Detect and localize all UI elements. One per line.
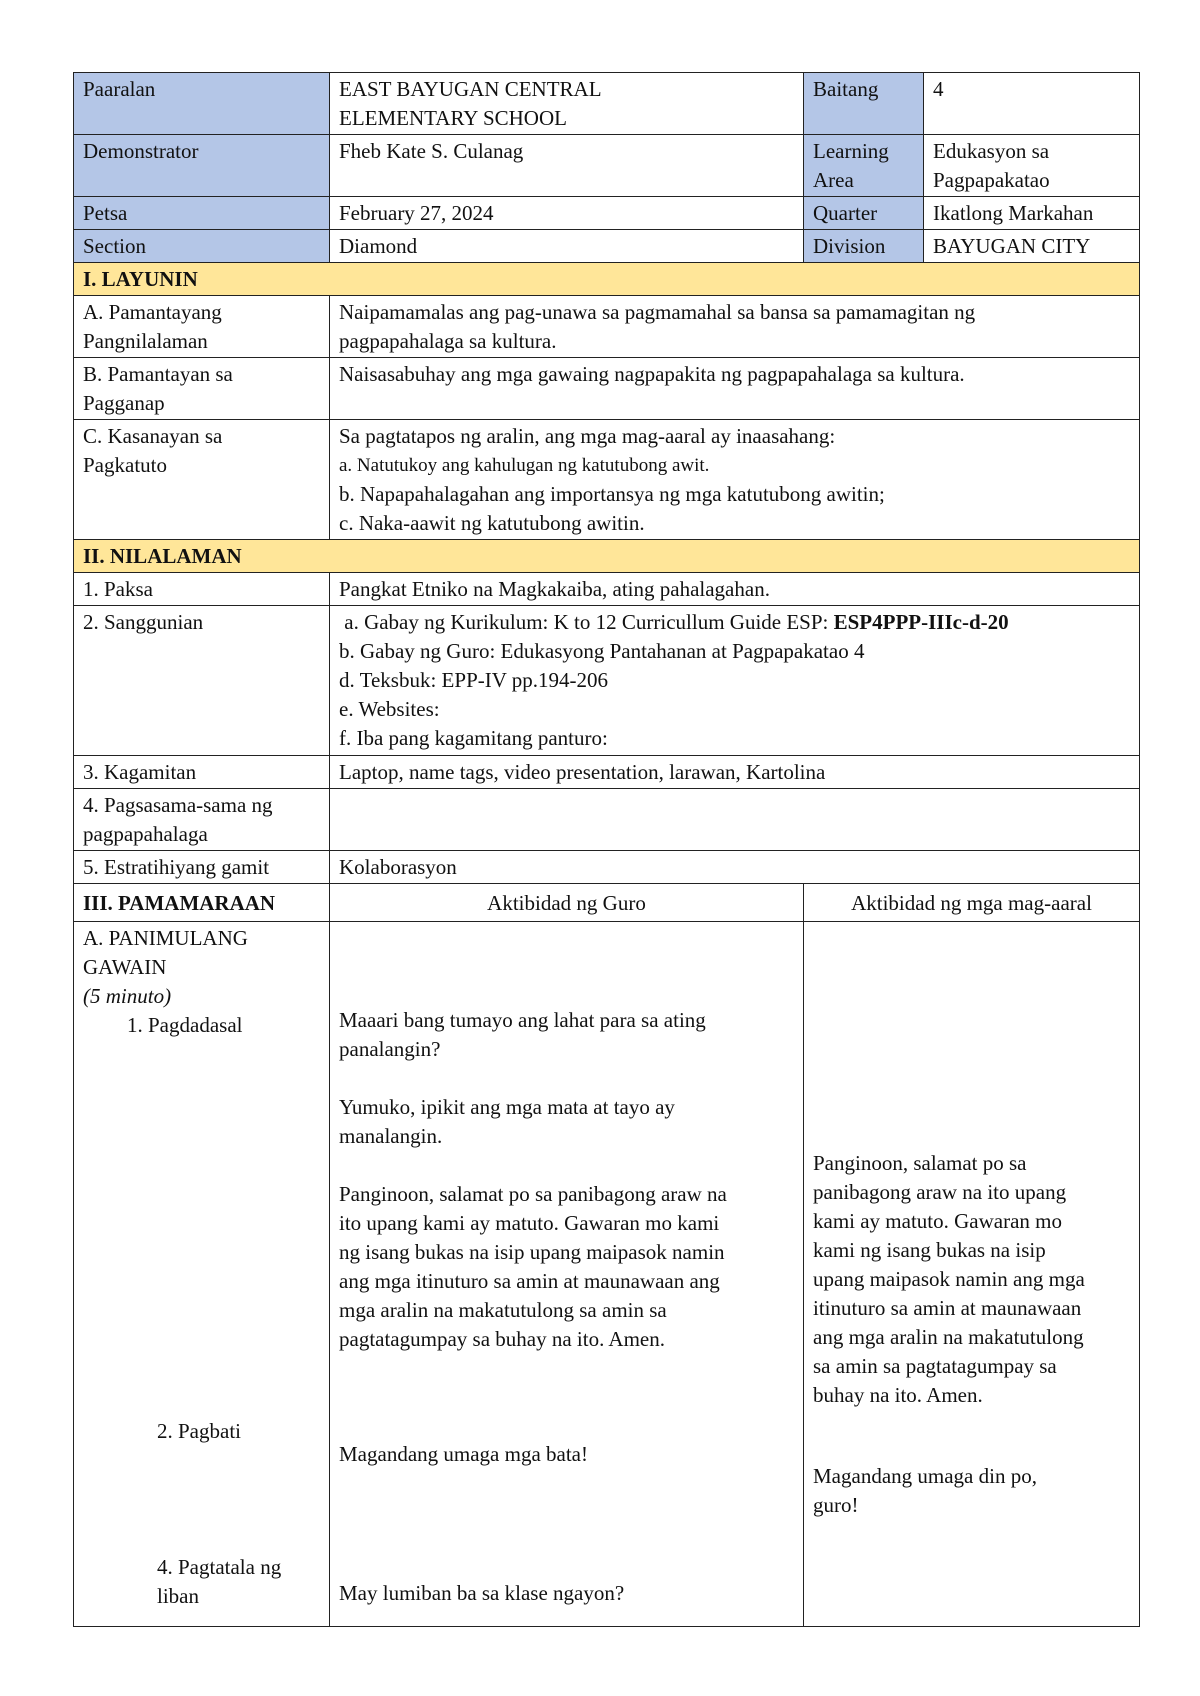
curriculum-code: ESP4PPP-IIIc-d-20 (833, 610, 1009, 634)
quarter-label: Quarter (804, 197, 924, 230)
lesson-plan-table (73, 72, 1140, 1627)
pagsasama-label: 4. Pagsasama-sama ng pagpapahalaga (74, 789, 330, 851)
guro-attendance-question: May lumiban ba sa klase ngayon? (339, 1581, 625, 1605)
row-layunin-heading (74, 263, 1140, 296)
row-section (74, 230, 1140, 263)
row-paksa (74, 573, 1140, 606)
guro-prayer-invite: Maaari bang tumayo ang lahat para sa ating panalangin? (339, 1008, 706, 1061)
layunin-heading: I. LAYUNIN (74, 263, 1140, 296)
step-pagdadasal: 1. Pagdadasal (127, 1013, 243, 1037)
row-panimulang-gawain (74, 922, 1140, 1627)
pamantayan-pagganap-value: Naisasabuhay ang mga gawaing nagpapakita ng pagpapahalaga sa kultura. (330, 358, 1140, 420)
sanggunian-value: a. Gabay ng Kurikulum: K to 12 Curricullum Guide ESP: ESP4PPP-IIIc-d-20 b. Gabay ng Guro: Edukasyong Pantahanan at Pagpapakatao 4 d. Teksbuk: EPP-IV pp.194-206 e. Websites: f. Iba pang kagamitang panturo: (330, 606, 1140, 756)
division-label: Division (804, 230, 924, 263)
grade-label: Baitang (804, 73, 924, 135)
demonstrator-label: Demonstrator (74, 135, 330, 197)
mag-aaral-prayer-text: Panginoon, salamat po sa panibagong araw na ito upang kami ay matuto. Gawaran mo kami ng isang bukas na isip upang maipasok namin ang mga itinuturo sa amin at maunawaan ang mga aralin na makatutulong sa amin sa pagtatagumpay sa buhay na ito. Amen. (813, 1151, 1085, 1407)
col-aktibidad-mag-aaral: Aktibidad ng mga mag-aaral (804, 884, 1140, 922)
row-kasanayan (74, 420, 1140, 540)
paksa-label: 1. Paksa (74, 573, 330, 606)
guro-prayer-text: Panginoon, salamat po sa panibagong araw na ito upang kami ay matuto. Gawaran mo kami ng isang bukas na isip upang maipasok namin ang mga itinuturo sa amin at maunawaan ang mga aralin na makatutulong sa amin sa pagtatagumpay sa buhay na ito. Amen. (339, 1182, 727, 1351)
row-estratihiya (74, 851, 1140, 884)
guro-greeting: Magandang umaga mga bata! (339, 1442, 588, 1466)
pamamaraan-heading: III. PAMAMARAAN (74, 884, 330, 922)
row-demonstrator (74, 135, 1140, 197)
estratihiya-label: 5. Estratihiyang gamit (74, 851, 330, 884)
learning-area-label: Learning Area (804, 135, 924, 197)
pamantayan-pagganap-label: B. Pamantayan sa Pagganap (74, 358, 330, 420)
row-sanggunian (74, 606, 1140, 756)
demonstrator-value: Fheb Kate S. Culanag (330, 135, 804, 197)
row-pagsasama (74, 789, 1140, 851)
kasanayan-label: C. Kasanayan sa Pagkatuto (74, 420, 330, 540)
sanggunian-label: 2. Sanggunian (74, 606, 330, 756)
grade-value: 4 (924, 73, 1140, 135)
kasanayan-value: Sa pagtatapos ng aralin, ang mga mag-aaral ay inaasahang: a. Natutukoy ang kahulugan ng katutubong awit. b. Napapahalagahan ang importansya ng mga katutubong awitin; c. Naka-aawit ng katutubong awitin. (330, 420, 1140, 540)
guro-bow-instruction: Yumuko, ipikit ang mga mata at tayo ay manalangin. (339, 1095, 675, 1148)
pagsasama-value (330, 789, 1140, 851)
school-value: EAST BAYUGAN CENTRAL ELEMENTARY SCHOOL (330, 73, 804, 135)
pamantayang-pangnilalaman-label: A. Pamantayang Pangnilalaman (74, 296, 330, 358)
quarter-value: Ikatlong Markahan (924, 197, 1140, 230)
row-pamamaraan-heading (74, 884, 1140, 922)
date-value: February 27, 2024 (330, 197, 804, 230)
col-aktibidad-guro: Aktibidad ng Guro (330, 884, 804, 922)
step-pagbati: 2. Pagbati (157, 1419, 241, 1443)
kagamitan-label: 3. Kagamitan (74, 756, 330, 789)
aktibidad-guro-content (330, 922, 804, 1627)
row-date (74, 197, 1140, 230)
section-label: Section (74, 230, 330, 263)
school-label: Paaralan (74, 73, 330, 135)
learning-area-value: Edukasyon sa Pagpapakatao (924, 135, 1140, 197)
row-pamantayang-pangnilalaman (74, 296, 1140, 358)
nilalaman-heading: II. NILALAMAN (74, 540, 1140, 573)
lesson-plan-page (73, 72, 1139, 1627)
step-pagtatala-liban: 4. Pagtatala ng liban (157, 1555, 282, 1608)
date-label: Petsa (74, 197, 330, 230)
mag-aaral-greeting: Magandang umaga din po, guro! (813, 1464, 1037, 1517)
row-school (74, 73, 1140, 135)
kagamitan-value: Laptop, name tags, video presentation, larawan, Kartolina (330, 756, 1140, 789)
row-kagamitan (74, 756, 1140, 789)
division-value: BAYUGAN CITY (924, 230, 1140, 263)
section-value: Diamond (330, 230, 804, 263)
row-nilalaman-heading (74, 540, 1140, 573)
estratihiya-value: Kolaborasyon (330, 851, 1140, 884)
panimulang-gawain-steps: A. PANIMULANG GAWAIN (5 minuto) 1. Pagdadasal 2. Pagbati 4. Pagtatala ng liban (74, 922, 330, 1627)
paksa-value: Pangkat Etniko na Magkakaiba, ating pahalagahan. (330, 573, 1140, 606)
row-pamantayan-pagganap (74, 358, 1140, 420)
pamantayang-pangnilalaman-value: Naipamamalas ang pag-unawa sa pagmamahal sa bansa sa pamamagitan ng pagpapahalaga sa kultura. (330, 296, 1140, 358)
aktibidad-mag-aaral-content (804, 922, 1140, 1627)
